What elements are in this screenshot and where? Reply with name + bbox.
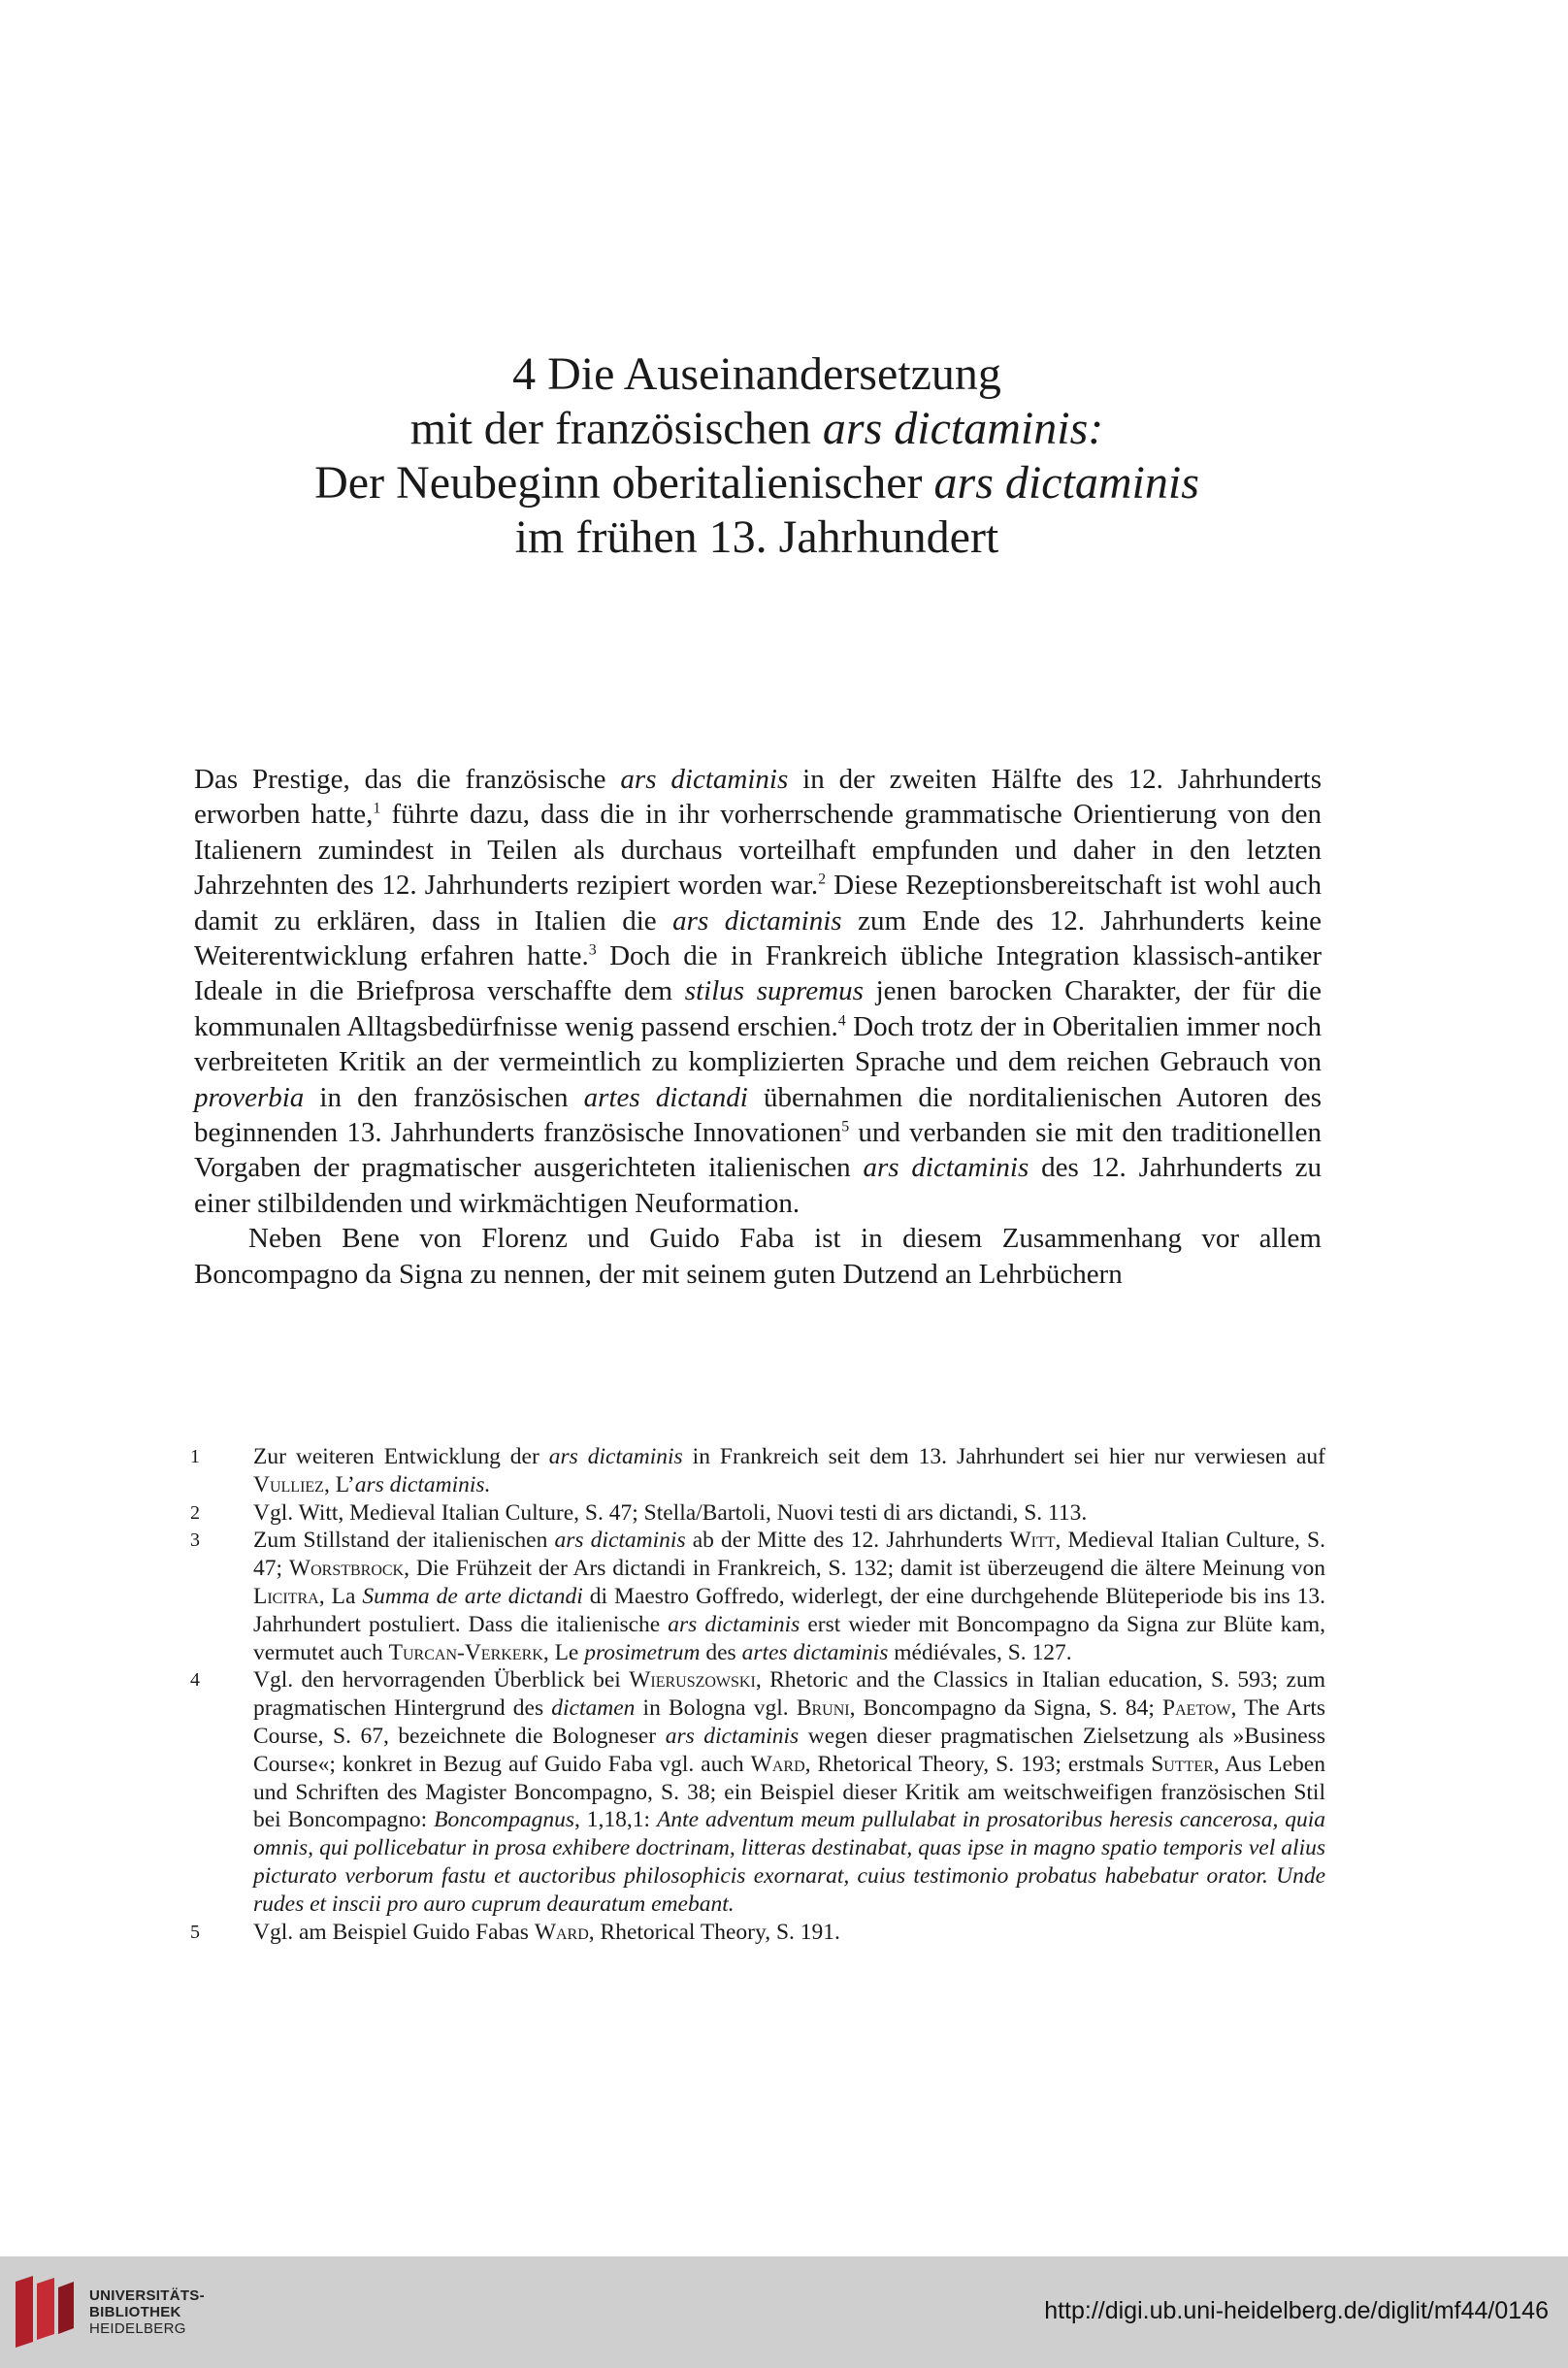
source-url[interactable]: http://digi.ub.uni-heidelberg.de/diglit/mf44/0146 (1044, 2297, 1549, 2324)
library-logo-icon (12, 2274, 80, 2352)
footnote-number: 2 (190, 1501, 200, 1524)
library-logo[interactable] (12, 2274, 205, 2352)
chapter-title-line: im frühen 13. Jahrhundert (514, 511, 999, 563)
footnote-number: 1 (190, 1446, 200, 1467)
footer-bar (0, 2256, 1568, 2368)
footnote-number: 3 (190, 1529, 200, 1552)
footnote: 4 Vgl. den hervorragenden Überblick bei Wieruszowski, Rhetoric and the Classics in Italian education, S. 593; zum pragmatischen Hintergrund des dictamen in Bologna vgl. Bruni, Boncompagno da Signa, S. 84; Paetow, The Arts Course, S. 67, bezeichnete die Bologneser ars dictaminis wegen dieser pragmatischen Zielsetzung als »Business Course«; konkret in Bezug auf Guido Faba vgl. auch Ward, Rhetorical Theory, S. 193; erstmals Sutter, Aus Leben und Schriften des Magister Boncompagno, S. 38; ein Beispiel dieser Kritik am weitschweifigen französischen Stil bei Boncompagno: Boncompagnus, 1,18,1: Ante adventum meum pullulabat in prosatoribus heresis cancerosa, quia omnis, qui pollicebatur in prosa exhibere doctrinam, litteras destinabat, quas ipse in magno spatio temporis vel alius picturato verborum fastu et auctoribus philosophicis exornarat, cuius testimonio probatus habebatur orator. Unde rudes et inscii pro auro cuprum deauratum emebant. (190, 1667, 1326, 1917)
footnote-ref[interactable]: 5 (841, 1118, 850, 1135)
footnote: 5 Vgl. am Beispiel Guido Fabas Ward, Rhetorical Theory, S. 191. (190, 1919, 840, 1945)
footnote-number: 5 (190, 1921, 200, 1943)
chapter-title-line: mit der französischen ars dictaminis: (409, 403, 1104, 454)
paragraph: Neben Bene von Florenz und Guido Faba ist in diesem Zusammenhang vor allem Boncompagno da Signa zu nennen, der mit seinem guten Dutzend an Lehrbüchern (194, 1223, 1322, 1290)
footnotes (190, 1443, 1325, 1946)
footnote-ref[interactable]: 4 (837, 1012, 846, 1030)
footnote-ref[interactable]: 2 (818, 871, 827, 888)
library-logo-text: UNIVERSITÄTS- BIBLIOTHEK HEIDELBERG (89, 2287, 205, 2337)
footnote: 3 Zum Stillstand der italienischen ars dictaminis ab der Mitte des 12. Jahrhunderts Witt, Medieval Italian Culture, S. 47; Worstbrock, Die Frühzeit der Ars dictandi in Frankreich, S. 132; damit ist überzeugend die ältere Meinung von Licitra, La Summa de arte dictandi di Maestro Goffredo, widerlegt, der eine durchgehende Blüteperiode bis ins 13. Jahrhundert postuliert. Dass die italienische ars dictaminis erst wieder mit Boncompagno da Signa zur Blüte kam, vermutet auch Turcan-Verkerk, Le prosimetrum des artes dictaminis médiévales, S. 127. (190, 1528, 1325, 1665)
footnote: 1 Zur weiteren Entwicklung der ars dictaminis in Frankreich seit dem 13. Jahrhundert sei hier nur verwiesen auf Vulliez, L’ars dictaminis. (190, 1444, 1325, 1497)
footnote-ref[interactable]: 3 (588, 941, 597, 959)
footnote-ref[interactable]: 1 (373, 800, 381, 817)
chapter-title (0, 347, 1514, 565)
chapter-title-line: Der Neubeginn oberitalienischer ars dictaminis (314, 457, 1199, 509)
paragraph: Das Prestige, das die französische ars dictaminis in der zweiten Hälfte des 12. Jahrhunderts erworben hatte,$^1$ führte dazu, dass die in ihr vorherrschende grammatische Orientierung von den Italienern zumindest in Teilen als durchaus vorteilhaft empfunden und daher in den letzten Jahrzehnten des 12. Jahrhunderts rezipiert worden war.$^2$ Diese Rezeptionsbereitschaft ist wohl auch damit zu erklären, dass in Italien die ars dictaminis zum Ende des 12. Jahrhunderts keine Weiterentwicklung erfahren hatte.$^3$ Doch die in Frankreich übliche Integration klassisch-antiker Ideale in die Briefprosa verschaffte dem stilus supremus jenen barocken Charakter, der für die kommunalen Alltagsbedürfnisse wenig passend erschien.$^4$ Doch trotz der in Oberitalien immer noch verbreiteten Kritik an der vermeintlich zu komplizierten Sprache und dem reichen Gebrauch von proverbia in den französischen artes dictandi übernahmen die norditalienischen Autoren des beginnenden 13. Jahrhunderts französische Innovationen$^5$ und verbanden sie mit den traditionellen Vorgaben der pragmatischer ausgerichteten italienischen ars dictaminis des 12. Jahrhunderts zu einer stilbildenden und wirkmächtigen Neuformation. (194, 764, 1323, 1219)
chapter-title-line: 4 Die Auseinandersetzung (512, 348, 1001, 400)
footnote: 2 Vgl. Witt, Medieval Italian Culture, S. 47; Stella/Bartoli, Nuovi testi di ars dictandi, S. 113. (190, 1499, 1088, 1526)
footnote-number: 4 (190, 1669, 200, 1692)
body-text (194, 762, 1322, 1292)
